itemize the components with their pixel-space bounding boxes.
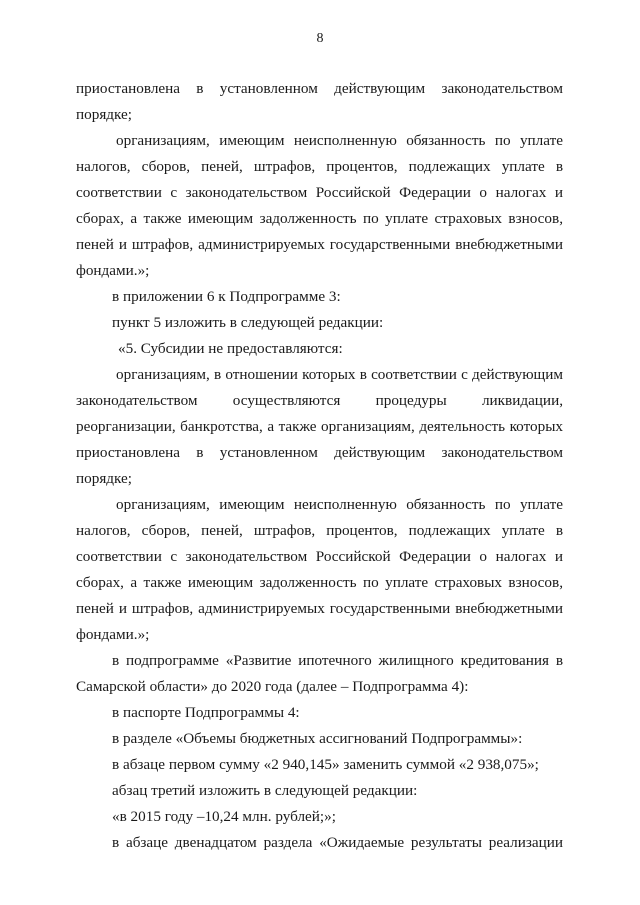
text-line: фондами.»; [76,262,150,279]
text-line: организациям, в отношении которых в соответствии с действующим [116,366,563,383]
text-line: в абзаце двенадцатом раздела «Ожидаемые результаты реализации [112,834,563,851]
text-line: «5. Субсидии не предоставляются: [118,340,343,357]
text-line: законодательством осуществляются процедуры ликвидации, [76,392,563,409]
text-line: в абзаце первом сумму «2 940,145» заменить суммой «2 938,075»; [112,756,539,773]
text-line: абзац третий изложить в следующей редакции: [112,782,418,799]
text-line: Самарской области» до 2020 года (далее – Подпрограмма 4): [76,678,469,695]
text-line: налогов, сборов, пеней, штрафов, процентов, подлежащих уплате в [76,158,563,175]
text-line: налогов, сборов, пеней, штрафов, процентов, подлежащих уплате в [76,522,563,539]
text-line: организациям, имеющим неисполненную обязанность по уплате [116,132,563,149]
text-line: пункт 5 изложить в следующей редакции: [112,314,384,331]
text-line: порядке; [76,470,132,487]
document-body [76,76,563,856]
text-line: организациям, имеющим неисполненную обязанность по уплате [116,496,563,513]
text-line: приостановлена в установленном действующим законодательством [76,80,563,97]
text-line: приостановлена в установленном действующим законодательством [76,444,563,461]
text-line: порядке; [76,106,132,123]
text-line: «в 2015 году –10,24 млн. рублей;»; [112,808,336,825]
text-line: в паспорте Подпрограммы 4: [112,704,300,721]
text-line: в приложении 6 к Подпрограмме 3: [112,288,341,305]
text-line: в разделе «Объемы бюджетных ассигнований Подпрограммы»: [112,730,523,747]
text-line: сборах, а также имеющим задолженность по уплате страховых взносов, [76,574,563,591]
text-line: пеней и штрафов, администрируемых государственными внебюджетными [76,236,563,253]
text-line: соответствии с законодательством Российской Федерации о налогах и [76,548,563,565]
text-line: в подпрограмме «Развитие ипотечного жилищного кредитования в [112,652,563,669]
text-line: фондами.»; [76,626,150,643]
text-line: соответствии с законодательством Российской Федерации о налогах и [76,184,563,201]
text-line: реорганизации, банкротства, а также организациям, деятельность которых [76,418,563,435]
text-line: сборах, а также имеющим задолженность по уплате страховых взносов, [76,210,563,227]
text-line: пеней и штрафов, администрируемых государственными внебюджетными [76,600,563,617]
page-number: 8 [316,31,324,46]
